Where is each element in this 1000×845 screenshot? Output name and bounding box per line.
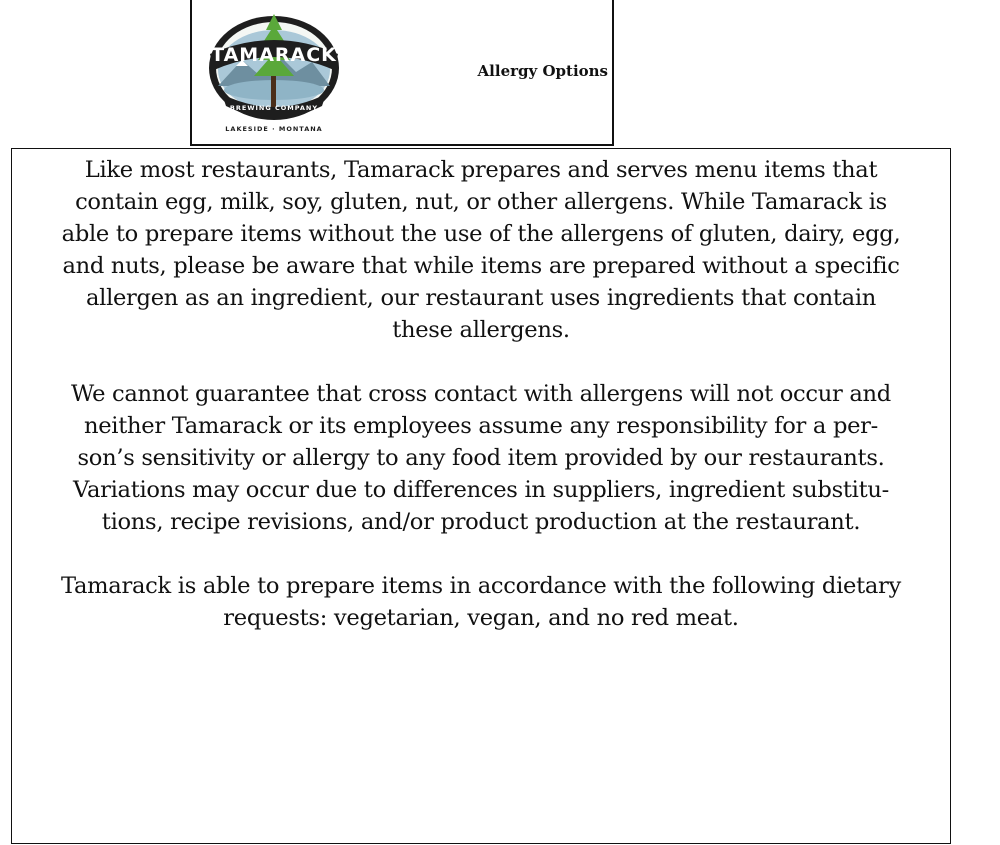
logo-location-text: LAKESIDE · MONTANA (225, 125, 323, 133)
text-line: allergen as an ingredient, our restaurant uses ingredients that contain (85, 285, 877, 311)
text-line: requests: vegetarian, vegan, and no red meat. (223, 605, 739, 631)
text-line: Variations may occur due to differences in suppliers, ingredient substitu- (73, 477, 889, 503)
tamarack-logo-graphic (204, 8, 344, 136)
text-line: Like most restaurants, Tamarack prepares and serves menu items that (84, 157, 878, 183)
text-line: contain egg, milk, soy, gluten, nut, or other allergens. While Tamarack is (75, 189, 887, 215)
logo-name-text: TAMARACK (211, 44, 337, 66)
allergy-notice-text (12, 154, 950, 666)
text-line: tions, recipe revisions, and/or product production at the restaurant. (101, 509, 861, 535)
paragraph-dietary-requests (12, 570, 950, 634)
text-line: able to prepare items without the use of the allergens of gluten, dairy, egg, (61, 221, 901, 247)
allergy-notice-box (11, 148, 951, 844)
page-title: Allergy Options (477, 62, 608, 80)
tamarack-logo (204, 8, 344, 136)
paragraph-allergen-preparation (12, 154, 950, 346)
logo-subtitle-text: BREWING COMPANY (229, 104, 319, 112)
header-box (190, 0, 614, 146)
paragraph-cross-contact-disclaimer (12, 378, 950, 538)
text-line: these allergens. (392, 317, 570, 343)
text-line: Tamarack is able to prepare items in accordance with the following dietary (60, 573, 901, 599)
text-line: son’s sensitivity or allergy to any food item provided by our restaurants. (77, 445, 885, 471)
text-line: We cannot guarantee that cross contact with allergens will not occur and (71, 381, 891, 407)
text-line: neither Tamarack or its employees assume any responsibility for a per- (83, 413, 879, 439)
text-line: and nuts, please be aware that while items are prepared without a specific (62, 253, 900, 279)
